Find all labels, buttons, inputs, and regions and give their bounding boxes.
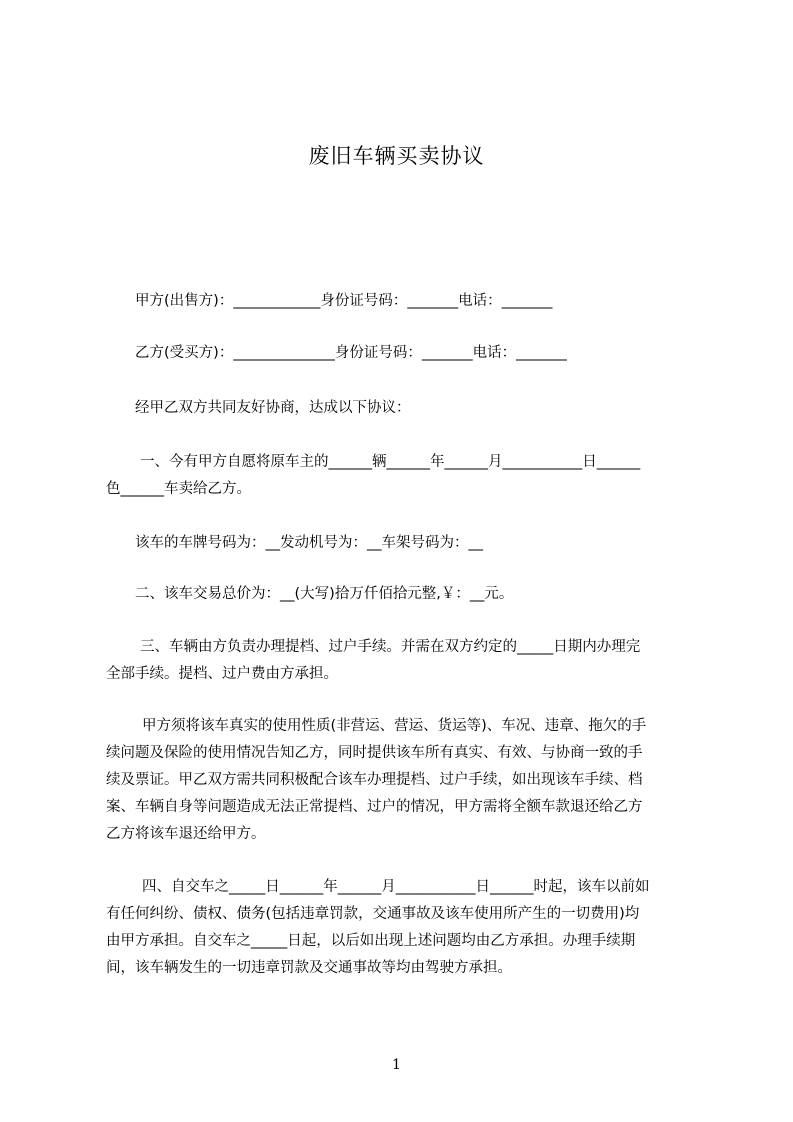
clause-4-line-4: 间，该车辆发生的一切违章罚款及交通事故等均由驾驶方承担。 [106, 960, 512, 976]
party-b-line: 乙方(受买方)：______________身份证号码：_______电话：_______ [135, 345, 567, 361]
para-a-line-5: 乙方将该车退还给甲方。 [106, 826, 266, 842]
document-title: 废旧车辆买卖协议 [308, 144, 485, 168]
clause-1-line-1: 一、今有甲方自愿将原车主的______辆______年______月___________日______ [140, 454, 641, 470]
clause-1-line-2: 色______车卖给乙方。 [106, 481, 251, 497]
para-a-line-4: 案、车辆自身等问题造成无法正常提档、过户的情况，甲方需将全额车款退还给乙方 [106, 799, 643, 815]
clause-4-line-1: 四、自交车之_____日______年______月___________日______时起，该车以前如 [142, 879, 650, 895]
plate-engine-frame-line: 该车的车牌号码为：__发动机号为：__车架号码为：__ [135, 535, 483, 551]
party-a-line: 甲方(出售方)：____________身份证号码：_______电话：_______ [135, 293, 553, 309]
clause-3-line-2: 全部手续。提档、过户费由方承担。 [106, 666, 338, 682]
page-number: 1 [392, 1057, 401, 1073]
clause-2-price-line: 二、该车交易总价为：__(大写)拾万仟佰拾元整,￥：__元。 [135, 586, 514, 602]
clause-4-line-3: 由甲方承担。自交车之_____日起，以后如出现上述问题均由乙方承担。办理手续期 [106, 933, 636, 949]
para-a-line-3: 续及票证。甲乙双方需共同积极配合该车办理提档、过户手续，如出现该车手续、档 [106, 772, 643, 788]
para-a-line-1: 甲方须将该车真实的使用性质(非营运、营运、货运等)、车况、违章、拖欠的手 [142, 718, 647, 734]
intro-line: 经甲乙双方共同友好协商，达成以下协议： [135, 400, 411, 416]
para-a-line-2: 续问题及保险的使用情况告知乙方，同时提供该车所有真实、有效、与协商一致的手 [106, 745, 643, 761]
clause-4-line-2: 有任何纠纷、债权、债务(包括违章罚款，交通事故及该车使用所产生的一切费用)均 [106, 906, 640, 922]
clause-3-line-1: 三、车辆由方负责办理提档、过户手续。并需在双方约定的_____日期内办理完 [140, 639, 641, 655]
